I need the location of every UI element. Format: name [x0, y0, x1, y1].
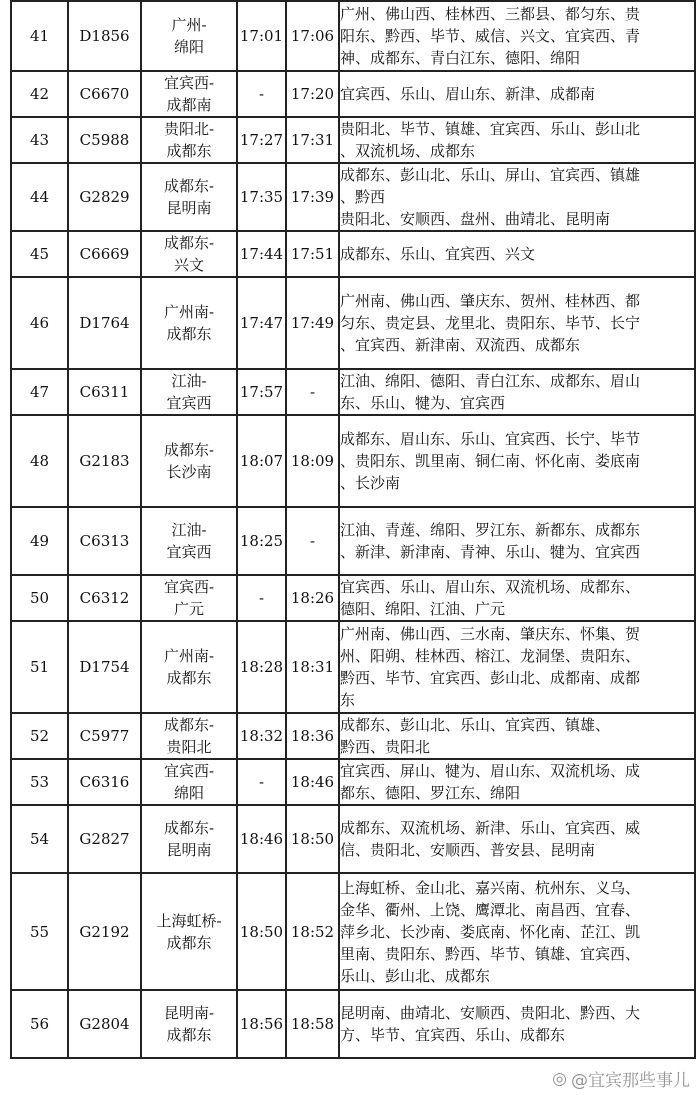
row-number-cell: 52: [11, 713, 68, 759]
route-line: 广州南-: [163, 647, 215, 665]
departure-time-cell: 17:51: [286, 231, 339, 277]
stops-cell: [339, 990, 695, 1058]
train-number-cell: C5977: [68, 713, 141, 759]
stops-line: 宜宾西、屏山、犍为、眉山东、双流机场、成: [340, 762, 641, 780]
table-row: [11, 713, 695, 759]
stops-line: 黔西、贵阳北: [340, 738, 431, 756]
arrival-time-cell: -: [237, 71, 286, 117]
route-line: 江油-: [171, 372, 207, 390]
route-line: 上海虹桥-: [156, 911, 222, 930]
stops-line: 金华、衢州、上饶、鹰潭北、南昌西、宜春、: [340, 900, 641, 919]
stops-line: 、贵阳东、凯里南、铜仁南、怀化南、娄底南: [340, 452, 641, 470]
departure-time-cell: 18:52: [286, 873, 339, 990]
route-cell: [141, 575, 237, 621]
row-number-cell: 46: [11, 277, 68, 369]
departure-time-cell: 18:31: [286, 621, 339, 713]
stops-line: 成都东、双流机场、新津、乐山、宜宾西、威: [340, 819, 641, 837]
arrival-time-cell: 17:47: [237, 277, 286, 369]
stops-line: 乐山、彭山北、成都东: [340, 966, 491, 985]
route-line: 成都东-: [163, 441, 215, 459]
arrival-time-cell: 18:28: [237, 621, 286, 713]
stops-line: 贵阳北、安顺西、盘州、曲靖北、昆明南: [340, 210, 611, 228]
departure-time-cell: 17:31: [286, 117, 339, 163]
stops-line: 昆明南、曲靖北、安顺西、贵阳北、黔西、大: [340, 1004, 641, 1022]
stops-line: 东、乐山、犍为、宜宾西: [340, 394, 506, 412]
stops-cell: [339, 1, 695, 71]
route-line: 昆明南-: [163, 1004, 215, 1022]
watermark: [552, 1066, 690, 1091]
train-number-cell: G2827: [68, 805, 141, 873]
route-line: 广元: [173, 600, 204, 618]
route-line: 广州南-: [163, 303, 215, 321]
table-row: [11, 369, 695, 415]
stops-line: 萍乡北、长沙南、娄底南、怀化南、芷江、凯: [340, 922, 641, 941]
arrival-time-cell: 17:44: [237, 231, 286, 277]
table-row: [11, 507, 695, 575]
route-line: 成都东: [166, 1026, 212, 1044]
row-number-cell: 51: [11, 621, 68, 713]
stops-line: 、长沙南: [340, 474, 401, 492]
arrival-time-cell: -: [237, 759, 286, 805]
route-cell: [141, 71, 237, 117]
stops-cell: [339, 231, 695, 277]
arrival-time-cell: 18:07: [237, 415, 286, 507]
departure-time-cell: 18:36: [286, 713, 339, 759]
table-row: [11, 759, 695, 805]
departure-time-cell: 17:06: [286, 1, 339, 71]
timetable-body: [11, 1, 695, 1058]
stops-line: 宜宾西、乐山、眉山东、双流机场、成都东、: [340, 578, 641, 596]
train-number-cell: G2192: [68, 873, 141, 990]
row-number-cell: 54: [11, 805, 68, 873]
route-line: 成都东: [166, 325, 212, 343]
stops-line: 里南、贵阳东、黔西、毕节、镇雄、宜宾西、: [340, 944, 641, 963]
arrival-time-cell: 18:32: [237, 713, 286, 759]
row-number-cell: 49: [11, 507, 68, 575]
route-line: 绵阳: [173, 38, 204, 56]
table-row: [11, 1, 695, 71]
table-row: [11, 163, 695, 231]
stops-cell: [339, 805, 695, 873]
table-row: [11, 71, 695, 117]
route-line: 成都东-: [163, 234, 215, 252]
route-cell: [141, 369, 237, 415]
train-number-cell: D1764: [68, 277, 141, 369]
stops-cell: [339, 369, 695, 415]
arrival-time-cell: 17:01: [237, 1, 286, 71]
route-line: 绵阳: [173, 784, 204, 802]
route-line: 宜宾西-: [163, 74, 215, 92]
stops-line: 阳东、黔西、毕节、威信、兴文、宜宾西、青: [340, 27, 641, 45]
table-row: [11, 873, 695, 990]
stops-cell: [339, 507, 695, 575]
stops-line: 江油、青莲、绵阳、罗江东、新都东、成都东: [340, 521, 641, 539]
stops-line: 信、贵阳北、安顺西、普安县、昆明南: [340, 841, 596, 859]
row-number-cell: 48: [11, 415, 68, 507]
route-line: 兴文: [173, 256, 204, 274]
route-cell: [141, 805, 237, 873]
route-line: 成都东: [166, 142, 212, 160]
stops-line: 广州、佛山西、桂林西、三都县、都匀东、贵: [340, 5, 641, 23]
stops-line: 、宜宾西、新津南、双流西、成都东: [340, 336, 581, 354]
stops-cell: [339, 713, 695, 759]
stops-cell: [339, 415, 695, 507]
table-row: [11, 231, 695, 277]
stops-line: 神、成都东、青白江东、德阳、绵阳: [340, 49, 581, 67]
table-row: [11, 117, 695, 163]
row-number-cell: 45: [11, 231, 68, 277]
route-line: 成都东: [166, 933, 212, 952]
stops-line: 都东、德阳、罗江东、绵阳: [340, 784, 521, 802]
stops-cell: [339, 621, 695, 713]
stops-line: 宜宾西、乐山、眉山东、新津、成都南: [340, 85, 596, 103]
route-cell: [141, 163, 237, 231]
departure-time-cell: 18:26: [286, 575, 339, 621]
route-line: 宜宾西-: [163, 762, 215, 780]
departure-time-cell: -: [286, 369, 339, 415]
stops-line: 东: [340, 691, 356, 709]
train-number-cell: C6669: [68, 231, 141, 277]
route-line: 成都南: [166, 96, 212, 114]
route-line: 成都东-: [163, 819, 215, 837]
route-cell: [141, 231, 237, 277]
route-cell: [141, 415, 237, 507]
arrival-time-cell: 17:35: [237, 163, 286, 231]
route-cell: [141, 507, 237, 575]
route-line: 广州-: [171, 16, 207, 34]
row-number-cell: 41: [11, 1, 68, 71]
row-number-cell: 44: [11, 163, 68, 231]
stops-line: 德阳、绵阳、江油、广元: [340, 600, 506, 618]
route-cell: [141, 621, 237, 713]
stops-cell: [339, 277, 695, 369]
stops-line: 、双流机场、成都东: [340, 142, 476, 160]
train-timetable: [10, 0, 696, 1059]
route-line: 宜宾西: [166, 394, 212, 412]
timetable-wrapper: [10, 0, 694, 1059]
departure-time-cell: 17:20: [286, 71, 339, 117]
weibo-icon: ◎: [552, 1068, 567, 1089]
departure-time-cell: -: [286, 507, 339, 575]
train-number-cell: C6312: [68, 575, 141, 621]
stops-line: 广州南、佛山西、三水南、肇庆东、怀集、贺: [340, 625, 641, 643]
row-number-cell: 53: [11, 759, 68, 805]
arrival-time-cell: -: [237, 575, 286, 621]
departure-time-cell: 18:46: [286, 759, 339, 805]
arrival-time-cell: 18:56: [237, 990, 286, 1058]
train-number-cell: G2829: [68, 163, 141, 231]
train-number-cell: D1856: [68, 1, 141, 71]
stops-cell: [339, 163, 695, 231]
row-number-cell: 42: [11, 71, 68, 117]
route-cell: [141, 990, 237, 1058]
row-number-cell: 47: [11, 369, 68, 415]
route-cell: [141, 873, 237, 990]
stops-line: 广州南、佛山西、肇庆东、贺州、桂林西、都: [340, 292, 641, 310]
train-number-cell: D1754: [68, 621, 141, 713]
train-number-cell: C6670: [68, 71, 141, 117]
route-line: 成都东-: [163, 177, 215, 195]
stops-line: 江油、绵阳、德阳、青白江东、成都东、眉山: [340, 372, 641, 390]
row-number-cell: 50: [11, 575, 68, 621]
row-number-cell: 56: [11, 990, 68, 1058]
train-number-cell: C5988: [68, 117, 141, 163]
route-line: 江油-: [171, 521, 207, 539]
train-number-cell: G2183: [68, 415, 141, 507]
stops-line: 成都东、眉山东、乐山、宜宾西、长宁、毕节: [340, 430, 641, 448]
route-line: 成都东: [166, 669, 212, 687]
table-row: [11, 805, 695, 873]
route-cell: [141, 277, 237, 369]
route-line: 成都东-: [163, 716, 215, 734]
stops-line: 成都东、彭山北、乐山、屏山、宜宾西、镇雄: [340, 166, 641, 184]
table-row: [11, 277, 695, 369]
row-number-cell: 43: [11, 117, 68, 163]
departure-time-cell: 18:58: [286, 990, 339, 1058]
table-row: [11, 990, 695, 1058]
route-line: 宜宾西: [166, 543, 212, 561]
departure-time-cell: 17:49: [286, 277, 339, 369]
route-cell: [141, 759, 237, 805]
stops-line: 匀东、贵定县、龙里北、贵阳东、毕节、长宁: [340, 314, 641, 332]
route-line: 贵阳北-: [163, 120, 215, 138]
train-number-cell: C6313: [68, 507, 141, 575]
table-row: [11, 621, 695, 713]
table-row: [11, 575, 695, 621]
stops-line: 、新津、新津南、青神、乐山、犍为、宜宾西: [340, 543, 641, 561]
departure-time-cell: 17:39: [286, 163, 339, 231]
arrival-time-cell: 17:57: [237, 369, 286, 415]
arrival-time-cell: 17:27: [237, 117, 286, 163]
row-number-cell: 55: [11, 873, 68, 990]
stops-line: 贵阳北、毕节、镇雄、宜宾西、乐山、彭山北: [340, 120, 641, 138]
route-line: 长沙南: [166, 463, 212, 481]
stops-line: 州、阳朔、桂林西、榕江、龙洞堡、贵阳东、: [340, 647, 641, 665]
route-line: 昆明南: [166, 199, 212, 217]
arrival-time-cell: 18:50: [237, 873, 286, 990]
stops-cell: [339, 575, 695, 621]
route-line: 昆明南: [166, 841, 212, 859]
stops-cell: [339, 759, 695, 805]
arrival-time-cell: 18:25: [237, 507, 286, 575]
stops-line: 上海虹桥、金山北、嘉兴南、杭州东、义乌、: [340, 878, 641, 897]
stops-line: 成都东、彭山北、乐山、宜宾西、镇雄、: [340, 716, 611, 734]
stops-line: 、黔西: [340, 188, 386, 206]
route-cell: [141, 713, 237, 759]
stops-line: 黔西、毕节、宜宾西、彭山北、成都南、成都: [340, 669, 641, 687]
stops-cell: [339, 71, 695, 117]
departure-time-cell: 18:09: [286, 415, 339, 507]
stops-cell: [339, 873, 695, 990]
arrival-time-cell: 18:46: [237, 805, 286, 873]
route-line: 贵阳北: [166, 738, 212, 756]
train-number-cell: C6316: [68, 759, 141, 805]
train-number-cell: G2804: [68, 990, 141, 1058]
route-line: 宜宾西-: [163, 578, 215, 596]
stops-line: 成都东、乐山、宜宾西、兴文: [340, 245, 536, 263]
departure-time-cell: 18:50: [286, 805, 339, 873]
stops-cell: [339, 117, 695, 163]
route-cell: [141, 1, 237, 71]
stops-line: 方、毕节、宜宾西、乐山、成都东: [340, 1026, 566, 1044]
watermark-text: @宜宾那些事儿: [571, 1071, 690, 1091]
train-number-cell: C6311: [68, 369, 141, 415]
table-row: [11, 415, 695, 507]
route-cell: [141, 117, 237, 163]
